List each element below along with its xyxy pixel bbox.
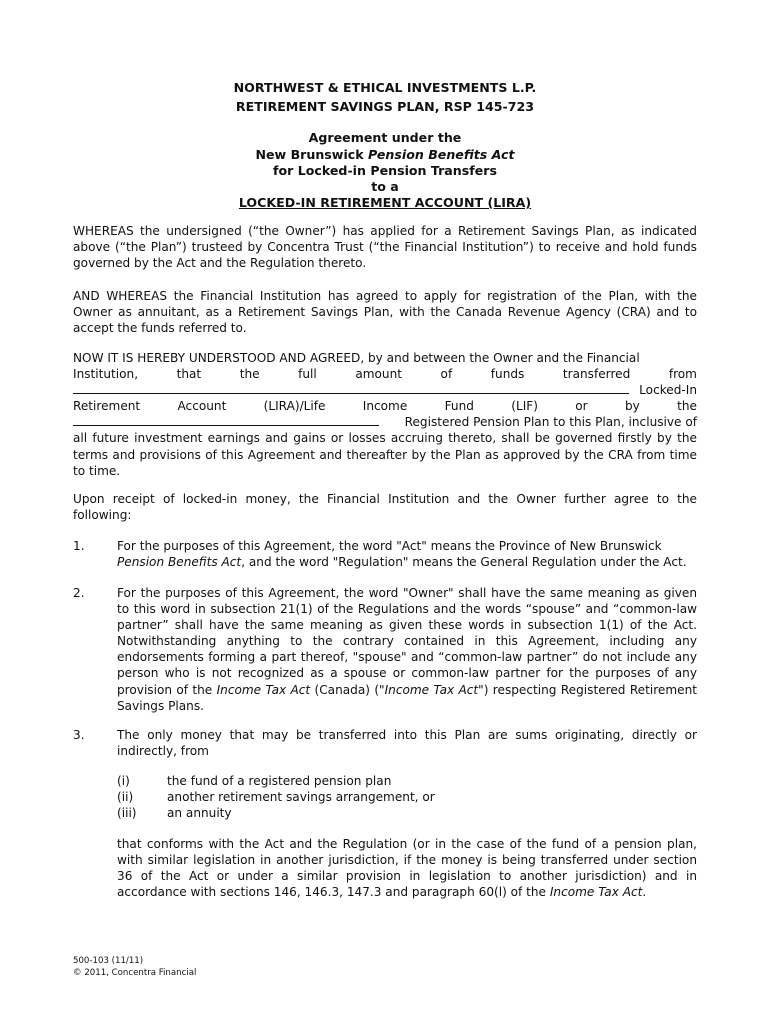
word: Account xyxy=(177,399,227,414)
agreement-heading: Agreement under the xyxy=(308,130,462,145)
word: Income xyxy=(362,399,408,414)
word: or xyxy=(575,399,588,414)
understood-line-1: NOW IT IS HEREBY UNDERSTOOD AND AGREED, by and between the Owner and the Financial xyxy=(73,351,640,365)
sub-item-text: another retirement savings arrangement, or xyxy=(167,790,435,804)
pension-plan-blank[interactable] xyxy=(73,414,379,426)
act-name: Pension Benefits Act xyxy=(367,147,515,162)
word: (LIRA)/Life xyxy=(263,399,326,414)
to-a-heading: to a xyxy=(371,179,399,194)
item-3-part: that conforms with the Act and the Regulation (or in the case of the fund of a pension plan, with similar legislation in another jurisdiction, if the money is being transferred under section 36 of the Act or under a similar provision in legislation to another jurisdiction) and in accordance with sections 146, 146.3, 147.3 and paragraph 60(l) of the xyxy=(117,837,697,900)
item-2-act: Income Tax Act xyxy=(384,682,479,697)
form-number: 500-103 (11/11) xyxy=(73,956,144,966)
understood-line-5 xyxy=(73,414,697,430)
registered-plan-text: Registered Pension Plan to this Plan, inclusive of xyxy=(404,415,697,430)
understood-line-4 xyxy=(73,398,697,414)
word: funds xyxy=(490,367,525,382)
and-whereas-paragraph: AND WHEREAS the Financial Institution has agreed to apply for registration of the Plan, with the Owner as annuitant, as a Retirement Savings Plan, with the Canada Revenue Agency (CRA) and to accept the funds referred to. xyxy=(73,289,697,336)
word: from xyxy=(668,367,697,382)
act-prefix: New Brunswick xyxy=(255,147,368,162)
understood-rest: all future investment earnings and gains or losses accruing thereto, shall be governed firstly by the terms and provisions of this Agreement and thereafter by the Plan as approved by the CRA from time to time. xyxy=(73,431,697,478)
item-3-intro: The only money that may be transferred into this Plan are sums originating, directly or indirectly, from xyxy=(117,728,697,759)
item-1-text xyxy=(117,538,697,570)
word: Fund xyxy=(444,399,474,414)
sub-item-text: an annuity xyxy=(167,806,232,820)
page-footer xyxy=(73,955,196,979)
word: amount xyxy=(355,367,402,382)
plan-heading: RETIREMENT SAVINGS PLAN, RSP 145-723 xyxy=(235,99,535,114)
upon-receipt-paragraph: Upon receipt of locked-in money, the Financial Institution and the Owner further agree to the following: xyxy=(73,492,697,523)
item-2-text xyxy=(117,585,697,714)
transfers-heading: for Locked-in Pension Transfers xyxy=(272,163,497,178)
copyright: © 2011, Concentra Financial xyxy=(73,968,197,978)
item-1-part: For the purposes of this Agreement, the word "Act" means the Province of New Brunswick xyxy=(117,539,662,553)
understood-line-2 xyxy=(73,366,697,382)
item-number: 2. xyxy=(73,586,85,600)
sub-item-number: (i) xyxy=(117,774,130,788)
word: (LIF) xyxy=(511,399,538,414)
act-heading xyxy=(0,147,770,162)
sub-item-text: the fund of a registered pension plan xyxy=(167,774,392,788)
word: Institution, xyxy=(73,367,139,382)
locked-in-label: Locked-In xyxy=(639,383,697,398)
word: Retirement xyxy=(73,399,141,414)
understood-line-3 xyxy=(73,382,697,398)
item-2-part: ") respecting Registered Retirement Savings Plans. xyxy=(117,682,697,713)
item-number: 3. xyxy=(73,728,85,742)
understood-paragraph xyxy=(73,350,697,479)
whereas-paragraph: WHEREAS the undersigned (“the Owner”) has applied for a Retirement Savings Plan, as indicated above (“the Plan”) trusteed by Concentra Trust (“the Financial Institution”) to receive and hold funds governed by the Act and the Regulation thereto. xyxy=(73,224,697,271)
word: the xyxy=(239,367,260,382)
item-3-part: . xyxy=(642,885,647,900)
item-2-part: (Canada) (" xyxy=(310,682,385,697)
account-heading: LOCKED-IN RETIREMENT ACCOUNT (LIRA) xyxy=(238,195,532,210)
plan-name-blank[interactable] xyxy=(73,382,629,394)
word: transferred xyxy=(562,367,631,382)
sub-item-number: (ii) xyxy=(117,790,134,804)
word: the xyxy=(677,399,697,414)
item-1-act: Pension Benefits Act xyxy=(117,555,242,570)
item-3-tail xyxy=(117,836,697,900)
item-2-act: Income Tax Act xyxy=(216,682,311,697)
word: full xyxy=(298,367,317,382)
word: of xyxy=(440,367,453,382)
word: that xyxy=(176,367,202,382)
word: by xyxy=(624,399,640,414)
company-heading: NORTHWEST & ETHICAL INVESTMENTS L.P. xyxy=(233,80,537,95)
item-number: 1. xyxy=(73,539,85,553)
item-1-part: , and the word "Regulation" means the General Regulation under the Act. xyxy=(241,555,687,570)
item-3-act: Income Tax Act xyxy=(549,885,643,900)
item-2-part: For the purposes of this Agreement, the word "Owner" shall have the same meaning as given to this word in subsection 21(1) of the Regulations and the words “spouse” and “common-law partner” shall have the same meaning as given these words in subsection 1(1) of the Act. Notwithstanding anything to the contrary contained in this Agreement, including any endorsements forming a part thereof, "spouse" and “common-law partner” do not include any person who is not recognized as a spouse or common-law partner for the purposes of any provision of the xyxy=(117,586,697,697)
sub-item-number: (iii) xyxy=(117,806,137,820)
